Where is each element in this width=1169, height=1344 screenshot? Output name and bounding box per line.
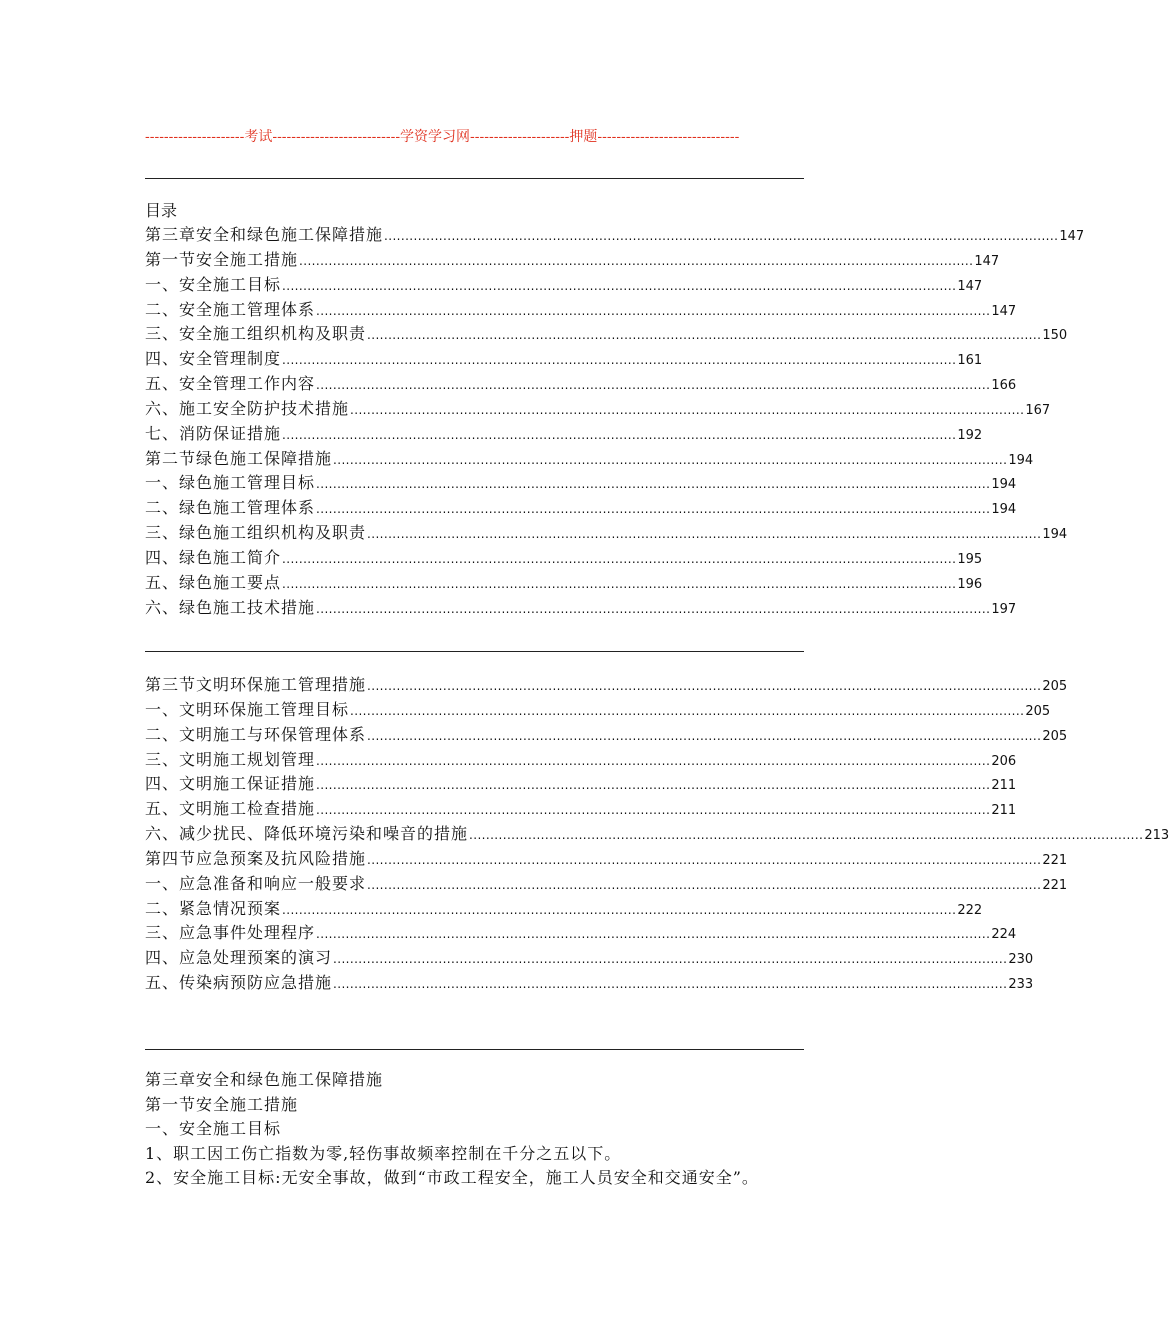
divider-bottom [145,1049,804,1050]
toc-entry[interactable] [145,223,1085,248]
toc-page-number: 147 [991,303,1017,319]
toc-entry[interactable] [145,748,1017,773]
toc-page-number: 194 [1042,527,1068,543]
toc-entry[interactable] [145,822,1169,847]
toc-entry[interactable] [145,946,1034,971]
toc-dot-leader: ................................................................................................................................................................ [299,253,974,268]
toc-entry-title: 第三节文明环保施工管理措施 [145,675,367,694]
toc-entry-title: 六、施工安全防护技术措施 [145,398,350,418]
toc-entry[interactable] [145,496,1017,521]
toc-dot-leader: ................................................................................................................................................................ [282,278,957,293]
toc-dot-leader: ................................................................................................................................................................ [282,576,957,591]
toc-page-number: 194 [991,502,1017,518]
toc-page-number: 150 [1042,328,1068,344]
toc-dot-leader: ................................................................................................................................................................ [316,601,991,616]
toc-entry[interactable] [145,372,1017,397]
toc-entry-title: 三、绿色施工组织机构及职责 [145,523,367,543]
toc-dot-leader: ................................................................................................................................................................ [367,852,1042,867]
toc-dot-leader: ................................................................................................................................................................ [350,703,1025,718]
toc-entry-title: 二、紧急情况预案 [145,898,282,918]
toc-title: 目录 [145,201,178,220]
toc-entry[interactable] [145,772,1017,797]
table-of-contents-part-1 [145,199,1085,621]
chapter-heading: 第三章安全和绿色施工保障措施 [145,1070,384,1089]
divider-top [145,178,804,179]
toc-entry[interactable] [145,897,983,922]
toc-entry-title: 五、安全管理工作内容 [145,374,316,394]
toc-entry-title: 三、文明施工规划管理 [145,749,316,769]
toc-entry-title: 三、安全施工组织机构及职责 [145,324,367,344]
subsection-heading: 一、安全施工目标 [145,1119,282,1138]
toc-dot-leader: ................................................................................................................................................................ [333,452,1008,467]
toc-entry-title: 一、绿色施工管理目标 [145,473,316,493]
toc-page-number: 147 [957,278,983,294]
toc-page-number: 194 [1008,452,1034,468]
page-header-banner: ---------------------考试---------------------------学资学习网---------------------押题------------------------------ [145,129,740,145]
toc-entry-title: 第二节绿色施工保障措施 [145,448,333,468]
toc-dot-leader: ................................................................................................................................................................ [316,477,991,492]
toc-entry[interactable] [145,422,983,447]
paragraph-item-1: 1、职工因工伤亡指数为零,轻伤事故频率控制在千分之五以下。 [145,1143,622,1163]
toc-page-number: 161 [957,353,983,369]
toc-dot-leader: ................................................................................................................................................................ [316,803,991,818]
toc-dot-leader: ................................................................................................................................................................ [282,353,957,368]
toc-page-number: 166 [991,378,1017,394]
toc-page-number: 206 [991,753,1017,769]
paragraph-item-2: 2、安全施工目标:无安全事故，做到“市政工程安全，施工人员安全和交通安全”。 [145,1168,759,1187]
toc-entry[interactable] [145,347,983,372]
document-body [145,1068,805,1191]
toc-entry[interactable] [145,546,983,571]
toc-dot-leader: ................................................................................................................................................................ [333,952,1008,967]
toc-entry[interactable] [145,273,983,298]
toc-page-number: 211 [991,778,1017,794]
toc-page-number: 205 [1042,728,1068,744]
section-heading: 第一节安全施工措施 [145,1094,299,1114]
toc-dot-leader: ................................................................................................................................................................ [350,402,1025,417]
toc-entry-title: 七、消防保证措施 [145,423,282,443]
table-of-contents-part-2 [145,673,1169,996]
toc-entry-title: 三、应急事件处理程序 [145,923,316,943]
toc-entry-title: 四、文明施工保证措施 [145,774,316,794]
toc-entry-title: 第三章安全和绿色施工保障措施 [145,225,384,244]
toc-dot-leader: ................................................................................................................................................................ [367,328,1042,343]
toc-entry-title: 二、安全施工管理体系 [145,299,316,319]
toc-entry[interactable] [145,971,1034,996]
toc-entry[interactable] [145,298,1017,323]
toc-entry-title: 五、传染病预防应急措施 [145,973,333,993]
toc-entry[interactable] [145,921,1017,946]
toc-entry-title: 五、文明施工检查措施 [145,799,316,819]
toc-dot-leader: ................................................................................................................................................................ [367,728,1042,743]
toc-page-number: 221 [1042,852,1068,868]
toc-entry[interactable] [145,397,1051,422]
toc-dot-leader: ................................................................................................................................................................ [469,828,1144,843]
toc-page-number: 147 [1059,229,1085,244]
toc-dot-leader: ................................................................................................................................................................ [282,551,957,566]
toc-dot-leader: ................................................................................................................................................................ [333,977,1008,992]
toc-dot-leader: ................................................................................................................................................................ [282,427,957,442]
toc-entry[interactable] [145,596,1017,621]
toc-entry-title: 六、减少扰民、降低环境污染和噪音的措施 [145,824,469,844]
toc-entry[interactable] [145,698,1051,723]
toc-page-number: 221 [1042,877,1068,893]
toc-page-number: 205 [1025,703,1051,719]
toc-entry[interactable] [145,797,1017,822]
toc-entry[interactable] [145,872,1068,897]
toc-entry-title: 四、安全管理制度 [145,349,282,369]
toc-dot-leader: ................................................................................................................................................................ [367,679,1042,693]
toc-entry-title: 一、文明环保施工管理目标 [145,699,350,719]
toc-dot-leader: ................................................................................................................................................................ [316,927,991,942]
toc-dot-leader: ................................................................................................................................................................ [316,303,991,318]
toc-page-number: 205 [1042,679,1068,694]
toc-page-number: 195 [957,551,983,567]
toc-entry-title: 五、绿色施工要点 [145,572,282,592]
divider-middle [145,651,804,652]
toc-page-number: 222 [957,902,983,918]
toc-dot-leader: ................................................................................................................................................................ [282,902,957,917]
toc-entry-title: 四、绿色施工简介 [145,547,282,567]
toc-dot-leader: ................................................................................................................................................................ [367,877,1042,892]
toc-page-number: 167 [1025,402,1051,418]
toc-entry-title: 第一节安全施工措施 [145,249,299,269]
toc-entry[interactable] [145,248,1000,273]
toc-dot-leader: ................................................................................................................................................................ [316,378,991,393]
toc-dot-leader: ................................................................................................................................................................ [316,502,991,517]
toc-page-number: 230 [1008,952,1034,968]
toc-entry[interactable] [145,447,1034,472]
toc-entry-title: 二、文明施工与环保管理体系 [145,724,367,744]
toc-page-number: 197 [991,601,1017,617]
toc-entry[interactable] [145,322,1068,347]
toc-entry-title: 六、绿色施工技术措施 [145,597,316,617]
toc-page-number: 194 [991,477,1017,493]
toc-page-number: 224 [991,927,1017,943]
toc-entry[interactable] [145,723,1068,748]
toc-page-number: 196 [957,576,983,592]
toc-dot-leader: ................................................................................................................................................................ [316,778,991,793]
toc-entry[interactable] [145,571,983,596]
toc-page-number: 147 [974,253,1000,269]
toc-page-number: 233 [1008,977,1034,993]
toc-entry-title: 四、应急处理预案的演习 [145,948,333,968]
toc-entry[interactable] [145,673,1068,698]
toc-entry[interactable] [145,847,1068,872]
toc-page-number: 213 [1144,828,1169,844]
toc-page-number: 211 [991,803,1017,819]
toc-entry-title: 二、绿色施工管理体系 [145,498,316,518]
toc-dot-leader: ................................................................................................................................................................ [367,527,1042,542]
toc-page-number: 192 [957,427,983,443]
toc-dot-leader: ................................................................................................................................................................ [316,753,991,768]
toc-entry-title: 第四节应急预案及抗风险措施 [145,848,367,868]
toc-entry[interactable] [145,471,1017,496]
toc-dot-leader: ................................................................................................................................................................ [384,229,1059,243]
toc-entry-title: 一、应急准备和响应一般要求 [145,873,367,893]
toc-entry[interactable] [145,521,1068,546]
toc-entry-title: 一、安全施工目标 [145,274,282,294]
